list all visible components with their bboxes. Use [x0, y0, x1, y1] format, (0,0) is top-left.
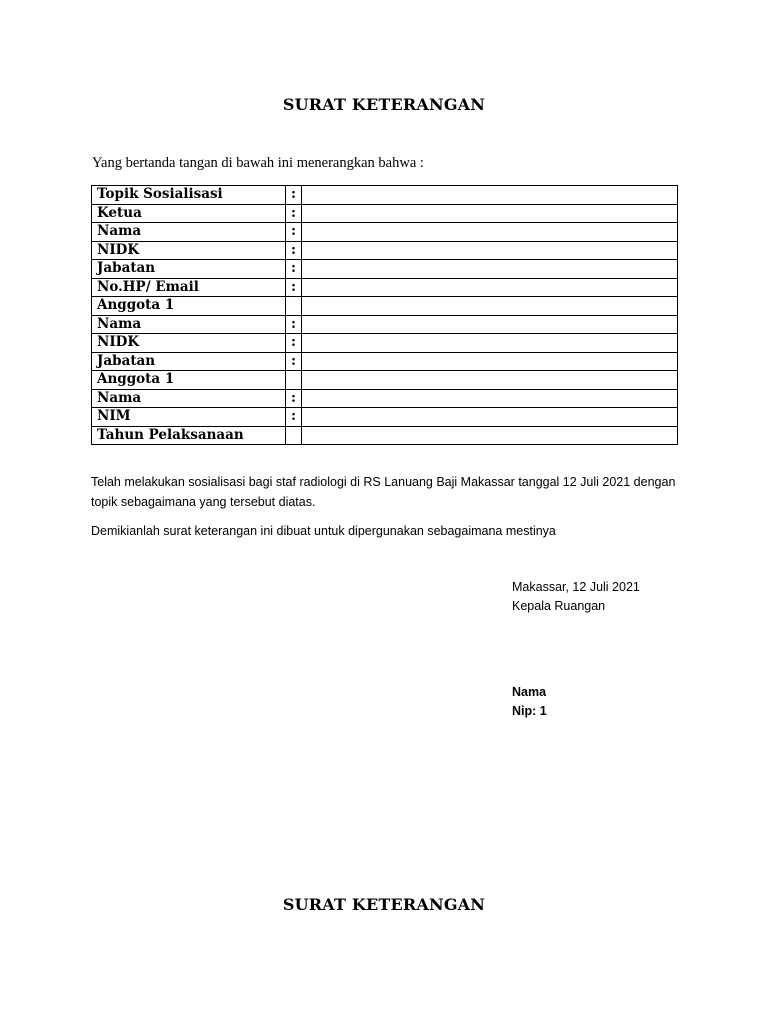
- signature-role: Kepala Ruangan: [512, 599, 606, 613]
- row-colon: :: [286, 241, 302, 260]
- signature-place-date: Makassar, 12 Juli 2021: [512, 580, 640, 594]
- row-value: [302, 204, 678, 223]
- next-page-title: SURAT KETERANGAN: [282, 895, 486, 914]
- row-value: [302, 371, 678, 390]
- statement-paragraph: Telah melakukan sosialisasi bagi staf radiologi di RS Lanuang Baji Makassar tanggal 12 Juli 2021 dengan topik sebagaimana yang tersebut diatas.: [91, 475, 676, 509]
- table-row: [92, 278, 678, 297]
- row-value: [302, 315, 678, 334]
- row-colon: :: [286, 260, 302, 279]
- row-value: [302, 278, 678, 297]
- row-label: Topik Sosialisasi: [92, 186, 286, 205]
- row-label: Jabatan: [92, 260, 286, 279]
- row-colon: :: [286, 278, 302, 297]
- signature-name: Nama: [512, 685, 547, 699]
- table-row: [92, 204, 678, 223]
- row-colon: :: [286, 334, 302, 353]
- row-label: Anggota 1: [92, 297, 286, 316]
- table-row: [92, 334, 678, 353]
- info-table: [91, 185, 678, 445]
- row-colon: :: [286, 389, 302, 408]
- row-colon: [286, 371, 302, 390]
- row-colon: :: [286, 408, 302, 427]
- row-label: Nama: [92, 315, 286, 334]
- row-value: [302, 186, 678, 205]
- closing-paragraph: Demikianlah surat keterangan ini dibuat untuk dipergunakan sebagaimana mestinya: [91, 524, 556, 538]
- row-label: Nama: [92, 223, 286, 242]
- row-label: Ketua: [92, 204, 286, 223]
- row-value: [302, 352, 678, 371]
- row-label: NIDK: [92, 334, 286, 353]
- row-value: [302, 408, 678, 427]
- row-value: [302, 223, 678, 242]
- table-row: [92, 352, 678, 371]
- table-row: [92, 260, 678, 279]
- row-label: NIM: [92, 408, 286, 427]
- row-value: [302, 426, 678, 445]
- row-value: [302, 389, 678, 408]
- row-value: [302, 241, 678, 260]
- signature-nip: Nip: 1: [512, 704, 547, 718]
- row-label: Anggota 1: [92, 371, 286, 390]
- row-label: Jabatan: [92, 352, 286, 371]
- row-colon: [286, 297, 302, 316]
- intro-text: Yang bertanda tangan di bawah ini menerangkan bahwa :: [92, 155, 424, 171]
- row-label: Tahun Pelaksanaan: [92, 426, 286, 445]
- row-label: Nama: [92, 389, 286, 408]
- table-row: [92, 241, 678, 260]
- table-row: [92, 186, 678, 205]
- table-row: [92, 389, 678, 408]
- table-row: [92, 371, 678, 390]
- row-label: NIDK: [92, 241, 286, 260]
- table-row: [92, 426, 678, 445]
- table-row: [92, 223, 678, 242]
- row-value: [302, 334, 678, 353]
- row-colon: :: [286, 315, 302, 334]
- row-colon: :: [286, 223, 302, 242]
- row-colon: :: [286, 186, 302, 205]
- table-row: [92, 297, 678, 316]
- table-row: [92, 315, 678, 334]
- row-colon: :: [286, 204, 302, 223]
- row-colon: [286, 426, 302, 445]
- document-title: SURAT KETERANGAN: [282, 95, 486, 114]
- table-row: [92, 408, 678, 427]
- row-colon: :: [286, 352, 302, 371]
- row-label: No.HP/ Email: [92, 278, 286, 297]
- row-value: [302, 260, 678, 279]
- row-value: [302, 297, 678, 316]
- info-table-body: [92, 186, 678, 445]
